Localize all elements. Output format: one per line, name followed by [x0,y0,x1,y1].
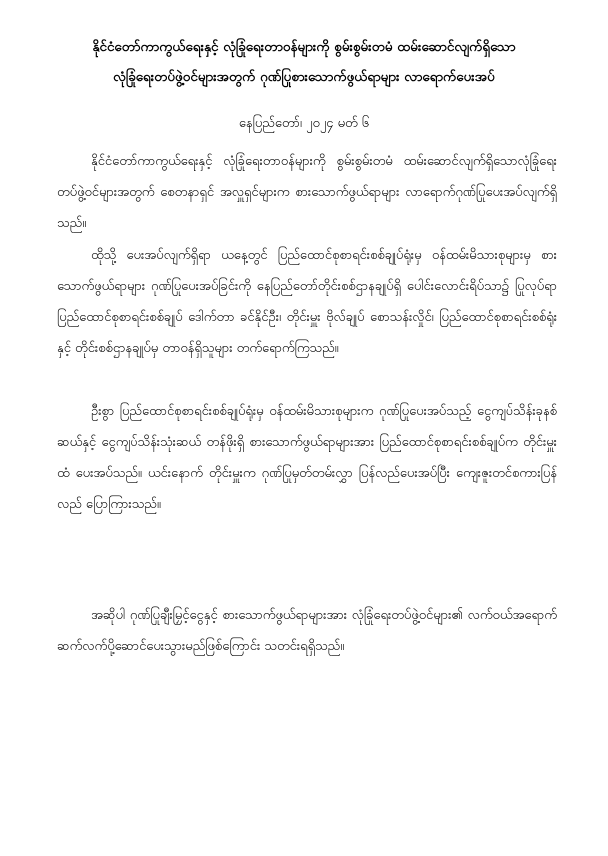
paragraph-3: ဦးစွာ ပြည်ထောင်စုစာရင်းစစ်ချုပ်ရုံးမှ ဝန်ထမ်းမိသားစုများက ဂုဏ်ပြုပေးအပ်သည့် ငွေကျပ်သိန်းခုနစ်ဆယ်နှင့် ငွေကျပ်သိန်းသုံးဆယ် တန်ဖိုးရှိ စားသောက်ဖွယ်ရာများအား ပြည်ထောင်စုစာရင်းစစ်ချုပ်က တိုင်းမှူးထံ ပေးအပ်သည်။ ယင်းနောက် တိုင်းမှူးက ဂုဏ်ပြုမှတ်တမ်းလွှာ ပြန်လည်ပေးအပ်ပြီး ကျေးဇူးတင်စကားပြန်လည် ပြောကြားသည်။ [57,404,557,512]
headline-line-1: နိုင်ငံတော်ကာကွယ်ရေးနှင့် လုံခြုံရေးတာဝန်များကို စွမ်းစွမ်းတမံ ထမ်းဆောင်လျက်ရှိသော [92,39,516,55]
paragraph-1: နိုင်ငံတော်ကာကွယ်ရေးနှင့် လုံခြုံရေးတာဝန်များကို စွမ်းစွမ်းတမံ ထမ်းဆောင်လျက်ရှိသောလုံခြုံရေးတပ်ဖွဲ့ဝင်များအတွက် စေတနာရှင် အလှူရှင်များက စားသောက်ဖွယ်ရာများ လာရောက်ဂုဏ်ပြုပေးအပ်လျက်ရှိသည်။ [57,154,557,231]
dateline: နေပြည်တော်၊ ၂၀၂၄ မတ် ၆ [238,116,370,131]
headline-line-2: လုံခြုံရေးတပ်ဖွဲ့ဝင်များအတွက် ဂုဏ်ပြုစားသောက်ဖွယ်ရာများ လာရောက်ပေးအပ် [113,69,495,85]
paragraph-2: ထိုသို့ ပေးအပ်လျက်ရှိရာ ယနေ့တွင် ပြည်ထောင်စုစာရင်းစစ်ချုပ်ရုံးမှ ဝန်ထမ်းမိသားစုများမှ စားသောက်ဖွယ်ရာများ ဂုဏ်ပြုပေးအပ်ခြင်းကို နေပြည်တော်တိုင်းစစ်ဌာနချုပ်ရှိ ပေါင်းလောင်းရိပ်သာ၌ ပြုလုပ်ရာ ပြည်ထောင်စုစာရင်းစစ်ချုပ် ဒေါက်တာ ခင်နိုင်ဦး၊ တိုင်းမှူး ဗိုလ်ချုပ် စောသန်းလှိုင်၊ ပြည်ထောင်စုစာရင်းစစ်ရုံးနှင့် တိုင်းစစ်ဌာနချုပ်မှ တာဝန်ရှိသူများ တက်ရောက်ကြသည်။ [57,248,557,356]
paragraph-4: အဆိုပါ ဂုဏ်ပြုချီးမြှင့်ငွေနှင့် စားသောက်ဖွယ်ရာများအား လုံခြုံရေးတပ်ဖွဲ့ဝင်များ၏ လက်ဝယ်အရောက် ဆက်လက်ပို့ဆောင်ပေးသွားမည်ဖြစ်ကြောင်း သတင်းရရှိသည်။ [57,608,557,654]
